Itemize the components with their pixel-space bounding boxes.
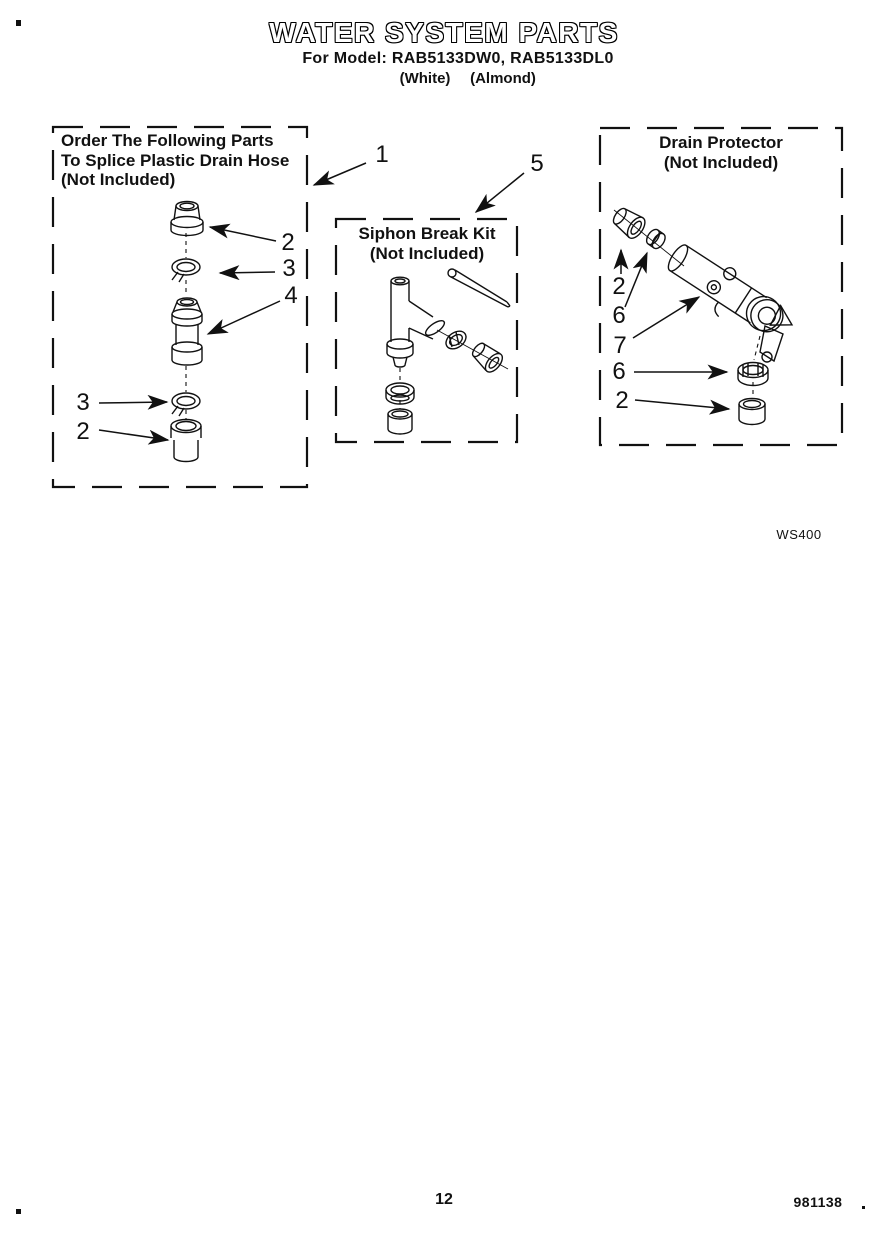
callout-3-splice-top: 3 — [282, 255, 296, 282]
callout-arrow — [635, 400, 729, 409]
splice-box-title — [61, 131, 289, 190]
hose-clamp-top-drawing — [172, 259, 200, 282]
siphon-box-title-line1: Siphon Break Kit — [358, 224, 496, 243]
cable-tie-drawing — [448, 269, 510, 307]
drain-box-title — [659, 133, 783, 172]
callout-arrow — [99, 430, 168, 440]
callout-2-drain-bottom: 2 — [615, 387, 629, 414]
drain-nut-drawing — [644, 227, 668, 251]
callout-arrow — [208, 301, 280, 334]
callout-arrow — [633, 297, 699, 338]
callout-arrow — [99, 402, 167, 403]
finish-almond-label: (Almond) — [470, 70, 536, 87]
callout-arrow — [314, 163, 366, 185]
drain-coupling-drawing — [739, 399, 765, 425]
model-line: For Model: RAB5133DW0, RAB5133DL0 — [302, 50, 614, 67]
callout-5-siphon-kit: 5 — [530, 150, 544, 177]
siphon-cap-drawing — [388, 409, 412, 434]
print-mark — [16, 20, 21, 26]
hose-connector-top-drawing — [171, 202, 203, 236]
diagram-code: WS400 — [776, 527, 822, 542]
callout-2-drain-top: 2 — [612, 273, 626, 300]
callout-arrow — [210, 227, 276, 241]
siphon-break-tube-drawing — [387, 277, 447, 367]
drain-connector-drawing — [609, 204, 648, 241]
callout-6-drain-top: 6 — [612, 302, 626, 329]
hose-coupling-drawing — [172, 298, 202, 365]
callout-1-drain-hose: 1 — [375, 141, 389, 168]
doc-code: 981138 — [793, 1194, 843, 1210]
drain-box-title-line2: (Not Included) — [663, 152, 779, 172]
print-mark — [16, 1209, 21, 1214]
splice-box-title-line2: To Splice Plastic Drain Hose — [61, 150, 290, 170]
siphon-box-title-line2: (Not Included) — [369, 243, 485, 263]
callout-4-splice-coupling: 4 — [284, 282, 298, 309]
splice-box-title-line1: Order The Following Parts — [61, 131, 274, 150]
callout-3-splice-bottom: 3 — [76, 389, 90, 416]
callout-arrow — [476, 173, 524, 212]
callout-arrow — [625, 253, 647, 307]
callout-6-drain-bottom: 6 — [612, 358, 626, 385]
print-mark — [862, 1206, 865, 1209]
callout-7-drain-adapter: 7 — [613, 332, 627, 359]
faucet-adapter-drawing — [658, 237, 800, 362]
callout-arrow — [220, 272, 275, 273]
drain-box-title-line1: Drain Protector — [659, 133, 783, 152]
splice-box-title-line3: (Not Included) — [61, 170, 176, 189]
siphon-box-title — [359, 224, 496, 263]
page-number: 12 — [435, 1191, 453, 1208]
page-title: WATER SYSTEM PARTS — [269, 17, 619, 48]
callout-2-splice-bottom: 2 — [76, 418, 90, 445]
finish-white-label: (White) — [399, 70, 451, 87]
hose-connector-bottom-drawing — [171, 420, 201, 462]
callout-2-splice-top: 2 — [281, 229, 295, 256]
